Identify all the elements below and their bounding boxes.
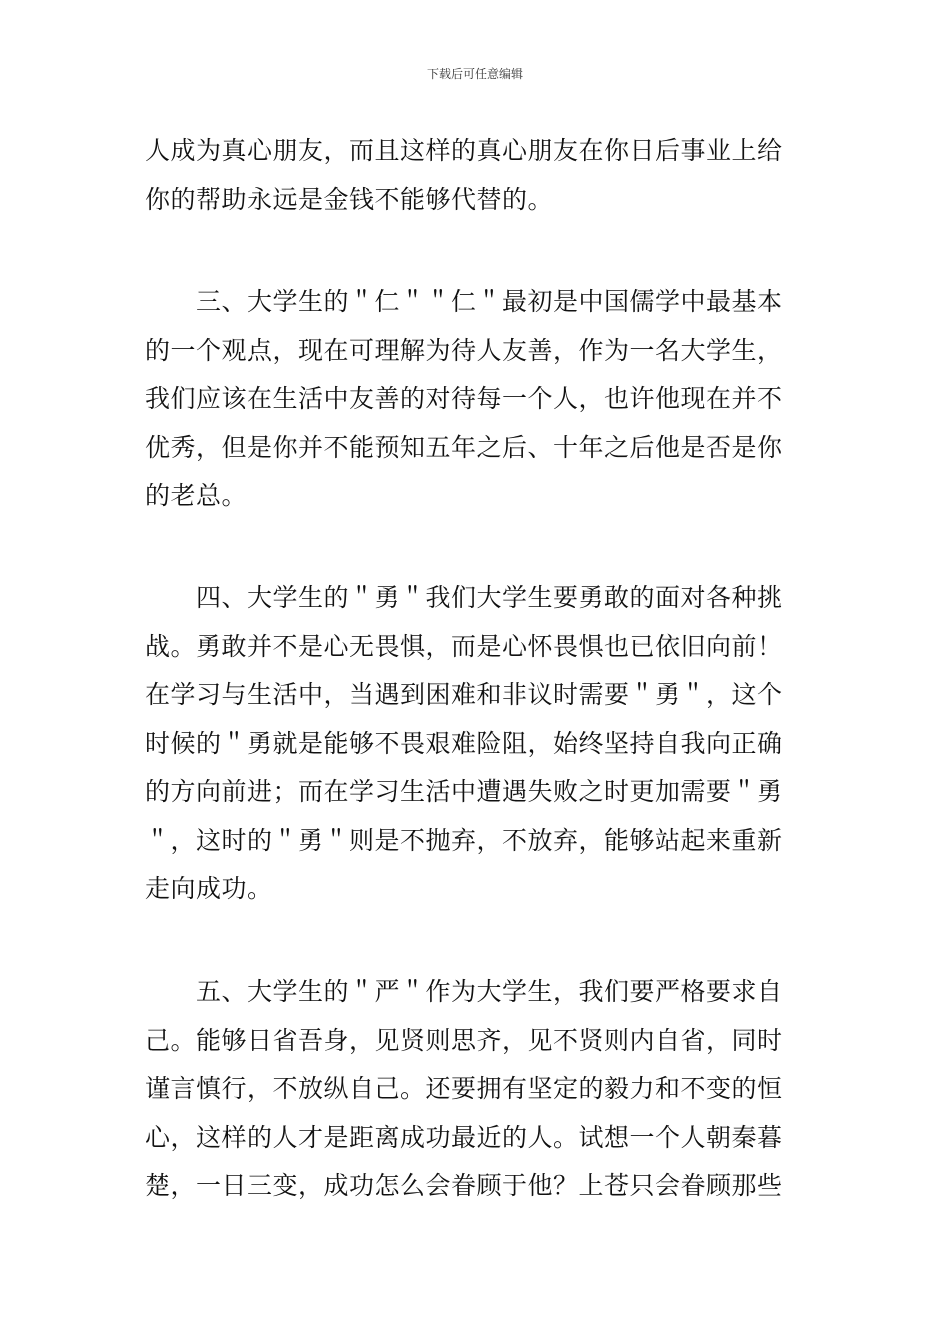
body-line: 战。勇敢并不是心无畏惧，而是心怀畏惧也已依旧向前！ (145, 632, 783, 661)
body-line: 你的帮助永远是金钱不能够代替的。 (145, 185, 554, 214)
body-line: 在学习与生活中，当遇到困难和非议时需要＂勇＂，这个 (145, 680, 783, 709)
paragraph-first-line: 四、大学生的＂勇＂我们大学生要勇敢的面对各种挑 (196, 583, 783, 612)
paragraph-first-line: 三、大学生的＂仁＂＂仁＂最初是中国儒学中最基本 (196, 287, 783, 316)
body-line: 的方向前进；而在学习生活中遭遇失败之时更加需要＂勇 (145, 777, 783, 806)
paragraph-first-line: 五、大学生的＂严＂作为大学生，我们要严格要求自 (196, 977, 783, 1006)
body-line: 楚，一日三变，成功怎么会眷顾于他？上苍只会眷顾那些 (145, 1171, 783, 1200)
body-line: 时候的＂勇就是能够不畏艰难险阻，始终坚持自我向正确 (145, 729, 783, 758)
body-line: 的老总。 (145, 481, 248, 510)
body-line: 走向成功。 (145, 874, 273, 903)
body-line: 谨言慎行，不放纵自己。还要拥有坚定的毅力和不变的恒 (145, 1074, 783, 1103)
body-line: 己。能够日省吾身，见贤则思齐，见不贤则内自省，同时 (145, 1026, 783, 1055)
body-line: 人成为真心朋友，而且这样的真心朋友在你日后事业上给 (145, 136, 783, 165)
body-line: 的一个观点，现在可理解为待人友善，作为一名大学生， (145, 336, 783, 365)
body-line: 我们应该在生活中友善的对待每一个人，也许他现在并不 (145, 384, 783, 413)
body-line: 优秀，但是你并不能预知五年之后、十年之后他是否是你 (145, 433, 783, 462)
body-line: ＂，这时的＂勇＂则是不抛弃，不放弃，能够站起来重新 (145, 826, 783, 855)
body-line: 心，这样的人才是距离成功最近的人。试想一个人朝秦暮 (145, 1123, 783, 1152)
page-header: 下载后可任意编辑 (426, 67, 523, 81)
